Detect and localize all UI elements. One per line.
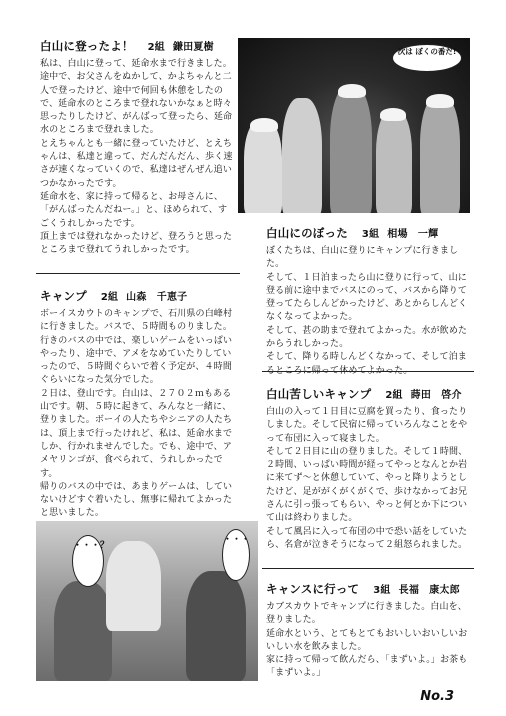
person-figure	[420, 96, 460, 213]
article-went-to-camp	[266, 581, 472, 681]
white-cap	[380, 108, 406, 121]
person-figure	[106, 541, 161, 631]
person-figure	[244, 120, 282, 213]
article-hakusan-climb	[40, 38, 235, 257]
person-figure	[376, 110, 412, 213]
person-figure	[282, 98, 322, 213]
article-body: カブスカウトでキャンプに行きました。白山を、登りました。 延命水という、とてもとてもおいしいおいしいおいしい水を飲みました。 家に持って帰って飲んだら、「まずいよ。」お茶も「まずいよ。」	[266, 602, 468, 679]
speech-bubble-right: ・・・	[222, 529, 250, 581]
photo-group-night	[238, 38, 470, 213]
photo-kids-creek	[36, 521, 258, 681]
article-body: ぼくたちは、白山に登りにキャンプに行きました。 そして、１日泊まったら山に登りに行って、山に登る前に途中までバスにのって、バスから降りて登ってたらしんどかったけど、あとからしんどくなくなってよかった。 そして、甚の助まで登れてよかった。水が飲めたからうれしかった。 そして、降りる時しんどくなかって、そして泊まるところに帰って休めてよかった。	[266, 246, 468, 376]
white-cap	[250, 118, 278, 132]
article-body: 白山の入って１日目に豆腐を買ったり、食ったりしました。そして民宿に帰っていろんなことをやって布団に入って寝ました。 そして２日目に山の登りました。そして１時間、２時間、いっぱい時間が経ってやっとなんとか岩に来てず〜と休憩していて、やっと降りようとしたけど、足ががくがくがくで、歩けなかってお兄さんに引っ張ってもらい、やっと何とか下について山は終わりました。 そして風呂に入って布団の中で恐い話をしていたら、名倉が泣きそうになって２組怒られました。	[266, 407, 468, 550]
speech-bubble-left: ・・・？	[72, 535, 104, 587]
article-camp	[40, 288, 238, 521]
article-hard-camp	[266, 386, 472, 552]
divider	[262, 568, 474, 569]
person-figure	[330, 86, 372, 213]
article-title: 白山苦しいキャンプ 2組 蒔田 啓介	[266, 387, 462, 401]
speech-bubble: 次は ぼくの番だ!	[392, 44, 462, 72]
divider	[262, 371, 474, 372]
divider	[36, 273, 240, 274]
white-cap	[426, 94, 454, 108]
white-cap	[338, 84, 366, 98]
article-title: キャンスに行って 3組 長福 康太郎	[266, 582, 460, 596]
article-body: ボーイスカウトのキャンプで、石川県の白峰村に行きました。バスで、５時間ものりました。行きのバスの中では、楽しいゲームをいっぱいやったり、途中で、アメをなめていたりしていったので、５時間ぐらいで着く予定が、４時間ぐらいになった気分でした。 ２日は、登山です。白山は、２７０２ｍもある山です。朝、５時に起きて、みんなと一緒に、登りました。ボーイの人たちやシニアの人たちは、頂上まで行ったけれど、私は、延命水までしか、行かれませんでした。でも、途中で、アメヤリンゴが、食べられて、うれしかったです。 帰りのバスの中では、あまりゲームは、していないけどすぐ着いたし、無事に帰れてよかったと思いました。	[40, 309, 233, 519]
person-figure	[54, 581, 112, 681]
article-title: 白山にのぼった 3組 相場 一輝	[266, 226, 439, 240]
article-hakusan-noborta	[266, 225, 470, 378]
page-number: No.3	[420, 689, 454, 704]
person-figure	[186, 571, 246, 681]
article-title: 白山に登ったよ！ 2組 鎌田夏樹	[40, 39, 214, 53]
article-body: 私は、白山に登って、延命水まで行きました。途中で、お父さんをぬかして、かよちゃんと二人で登ったけど、途中で何回も休憩をしたので、延命水のところまで登れないかなぁと時々思ったりしたけど、がんばって登ったら、延命水のところまで登れました。 とえちゃんとも一緒に登っていたけど、とえちゃんは、私達と違って、だんだんだん、歩く速さが速くなっていくので、私達はぜんぜん追いつかなかったです。 延命水を、家に持って帰ると、お母さんに、「がんばったんだねー。」と、ほめられて、すごくうれしかったです。 頂上までは登れなかったけど、登ろうと思ったところまで登れてうれしかったです。	[40, 59, 233, 256]
article-title: キャンプ 2組 山森 千恵子	[40, 289, 188, 303]
